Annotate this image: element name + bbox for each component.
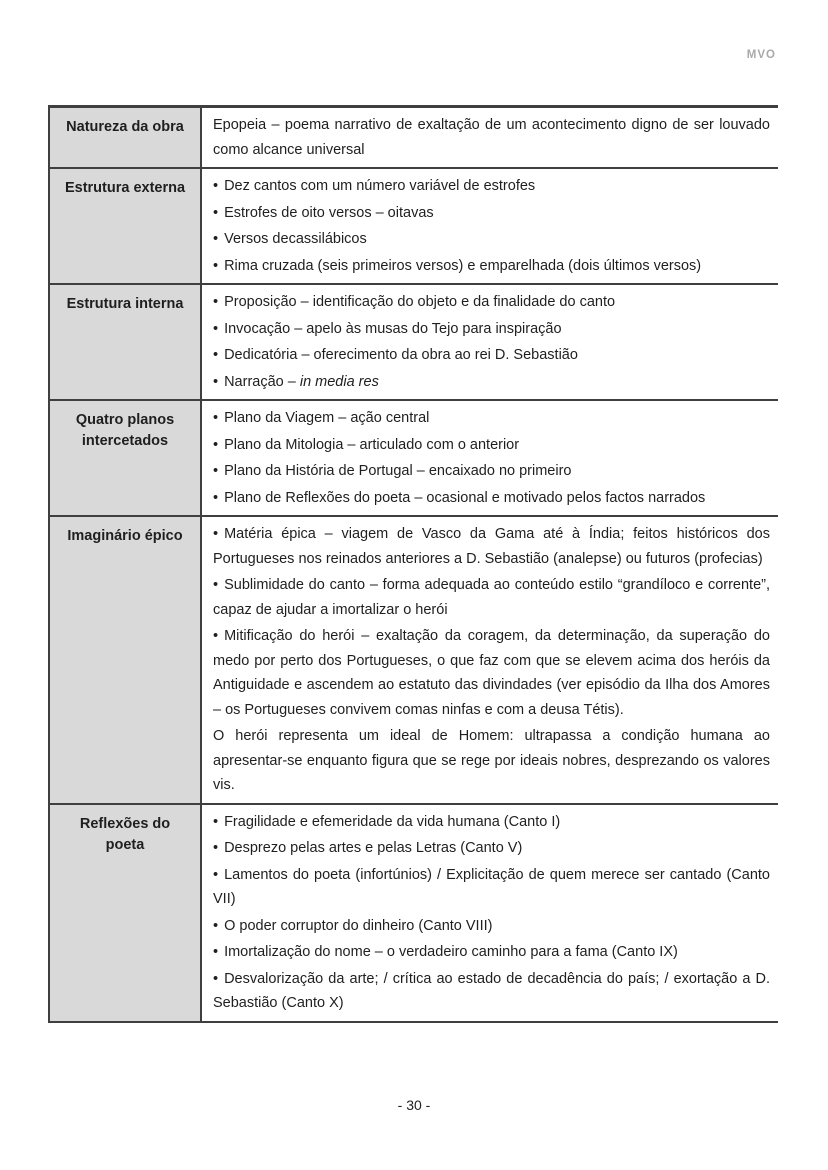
- row-header-label: intercetados: [81, 433, 169, 449]
- row-header-label: Imaginário épico: [67, 528, 183, 544]
- table-row: [50, 517, 778, 805]
- row-header-reflexoes: [50, 805, 202, 1021]
- table-row: [50, 401, 778, 517]
- bullet-icon: •: [213, 294, 219, 310]
- bullet-icon: •: [213, 970, 219, 987]
- paragraph-text: Epopeia – poema narrativo de exaltação de um acontecimento digno de ser louvado como alcance universal: [213, 117, 770, 158]
- bullet-item: [213, 173, 770, 200]
- bullet-text: Plano da História de Portugal – encaixado no primeiro: [224, 463, 572, 479]
- bullet-icon: •: [213, 204, 219, 221]
- row-content: [202, 285, 778, 399]
- bullet-icon: •: [213, 257, 219, 274]
- bullet-text: Rima cruzada (seis primeiros versos) e emparelhada (dois últimos versos): [224, 257, 702, 274]
- paragraph-text: O herói representa um ideal de Homem: ultrapassa a condição humana ao apresentar-se enquanto figura que se rege por ideais nobres, desprezando os valores vis.: [213, 728, 770, 793]
- bullet-icon: •: [213, 178, 219, 194]
- bullet-text: Narração –: [224, 373, 300, 390]
- page-number: - 30 -: [397, 1097, 431, 1113]
- row-header-label: Reflexões do: [79, 815, 171, 832]
- bullet-text: Estrofes de oito versos – oitavas: [224, 204, 434, 221]
- bullet-item: [213, 369, 770, 396]
- bullet-text: Sublimidade do canto – forma adequada ao conteúdo estilo “grandíloco e corrente”, capaz de ajudar a imortalizar o herói: [213, 577, 770, 618]
- bullet-text: Matéria épica – viagem de Vasco da Gama até à Índia; feitos históricos dos Portugueses nos reinados anteriores a D. Sebastião (analepse) ou futuros (profecias): [213, 526, 770, 567]
- bullet-icon: •: [213, 347, 219, 363]
- bullet-text: Plano de Reflexões do poeta – ocasional e motivado pelos factos narrados: [224, 489, 706, 506]
- bullet-text-italic: in media res: [299, 373, 379, 390]
- bullet-icon: •: [213, 463, 219, 479]
- bullet-text: Fragilidade e efemeridade da vida humana (Canto I): [224, 813, 561, 830]
- summary-table: [48, 105, 778, 1023]
- bullet-text: Imortalização do nome – o verdadeiro caminho para a fama (Canto IX): [224, 944, 678, 960]
- bullet-text: Lamentos do poeta (infortúnios) / Explicitação de quem merece ser cantado (Canto VII): [213, 866, 770, 907]
- bullet-item: [213, 809, 770, 836]
- bullet-item: [213, 253, 770, 280]
- row-header-label: poeta: [105, 836, 145, 853]
- bullet-text: Invocação – apelo às musas do Tejo para inspiração: [224, 320, 562, 337]
- bullet-icon: •: [213, 840, 219, 856]
- row-header-label: Estrutura interna: [66, 296, 184, 312]
- row-content: [202, 805, 778, 1021]
- bullet-icon: •: [213, 526, 219, 542]
- row-content: [202, 401, 778, 515]
- bullet-text: Dedicatória – oferecimento da obra ao rei D. Sebastião: [224, 347, 578, 363]
- bullet-item: [213, 226, 770, 253]
- row-header-imaginario-epico: [50, 517, 202, 803]
- row-header-label: Estrutura externa: [64, 180, 186, 196]
- row-header-estrutura-interna: [50, 285, 202, 399]
- bullet-icon: •: [213, 320, 219, 337]
- bullet-icon: •: [213, 944, 219, 960]
- bullet-icon: •: [213, 577, 219, 593]
- bullet-icon: •: [213, 813, 219, 830]
- bullet-text: Plano da Viagem – ação central: [224, 410, 430, 426]
- table-row: [50, 169, 778, 285]
- bullet-item: [213, 485, 770, 512]
- bullet-item: [213, 572, 770, 623]
- table-row: [50, 108, 778, 169]
- bullet-text: O poder corruptor do dinheiro (Canto VIII): [224, 917, 493, 934]
- bullet-icon: •: [213, 489, 219, 506]
- bullet-item: [213, 862, 770, 913]
- brand-watermark: MVO: [746, 49, 776, 61]
- row-header-natureza: [50, 108, 202, 167]
- bullet-item: [213, 913, 770, 940]
- bullet-item: [213, 835, 770, 862]
- row-content: [202, 108, 778, 167]
- row-content: [202, 517, 778, 803]
- bullet-item: [213, 342, 770, 369]
- bullet-text: Proposição – identificação do objeto e da finalidade do canto: [224, 294, 616, 310]
- bullet-text: Versos decassilábicos: [224, 231, 367, 247]
- bullet-icon: •: [213, 231, 219, 247]
- table-row: [50, 805, 778, 1023]
- row-header-estrutura-externa: [50, 169, 202, 283]
- bullet-item: [213, 316, 770, 343]
- row-header-label: Natureza da obra: [66, 119, 184, 135]
- row-header-quatro-planos: [50, 401, 202, 515]
- bullet-item: [213, 432, 770, 459]
- bullet-icon: •: [213, 373, 219, 390]
- bullet-icon: •: [213, 436, 219, 453]
- bullet-item: [213, 200, 770, 227]
- bullet-text: Plano da Mitologia – articulado com o anterior: [224, 436, 520, 453]
- bullet-text: Desprezo pelas artes e pelas Letras (Canto V): [224, 840, 523, 856]
- bullet-text: Desvalorização da arte; / crítica ao estado de decadência do país; / exortação a D. Sebastião (Canto X): [213, 970, 770, 1011]
- paragraph: [213, 723, 770, 799]
- bullet-item: [213, 939, 770, 966]
- row-header-label: Quatro planos: [75, 412, 175, 428]
- paragraph: [213, 112, 770, 163]
- bullet-text: Dez cantos com um número variável de estrofes: [224, 178, 536, 194]
- bullet-icon: •: [213, 410, 219, 426]
- bullet-item: [213, 623, 770, 723]
- bullet-icon: •: [213, 917, 219, 934]
- bullet-icon: •: [213, 628, 219, 644]
- bullet-item: [213, 521, 770, 572]
- row-content: [202, 169, 778, 283]
- bullet-item: [213, 289, 770, 316]
- bullet-icon: •: [213, 866, 219, 883]
- bullet-item: [213, 405, 770, 432]
- table-row: [50, 285, 778, 401]
- bullet-item: [213, 458, 770, 485]
- bullet-text: Mitificação do herói – exaltação da coragem, da determinação, da superação do medo por perto dos Portugueses, o que faz com que se elevem acima dos heróis da Antiguidade e ascendem ao estatuto das divindades (ver episódio da Ilha dos Amores – os Portugueses convivem comas ninfas e com a deusa Tétis).: [213, 628, 770, 718]
- bullet-item: [213, 966, 770, 1017]
